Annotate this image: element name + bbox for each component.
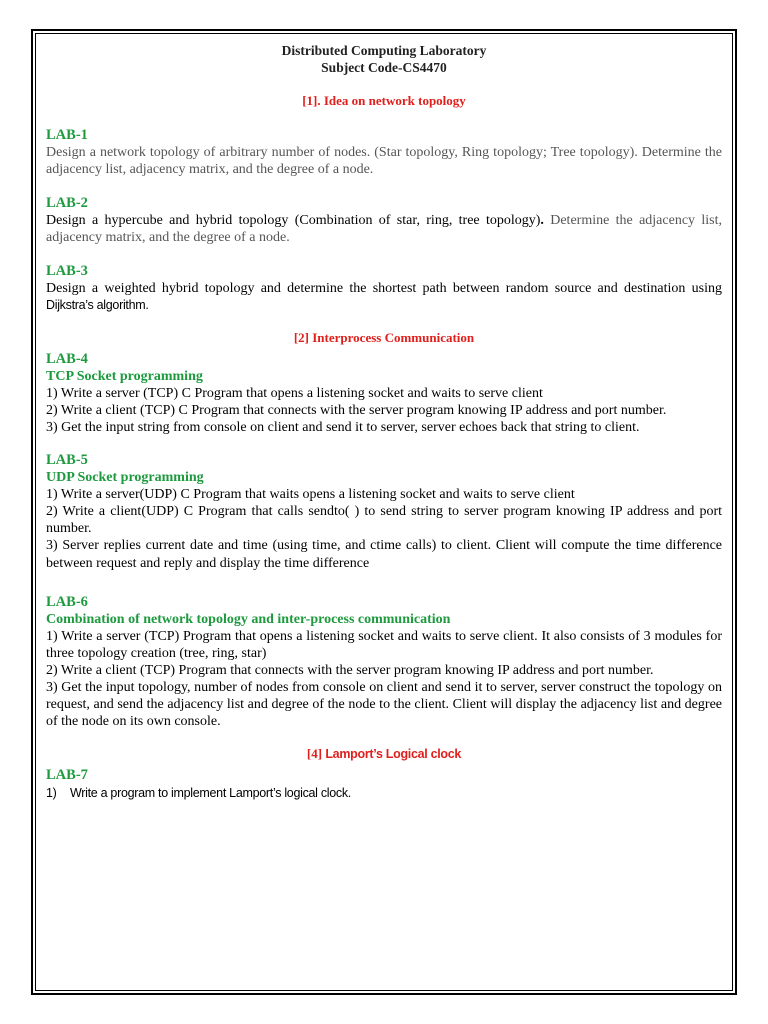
lab-7-item-number: 1) — [46, 786, 57, 800]
subject-code: Subject Code-CS4470 — [321, 60, 447, 75]
lab-5-item-3: 3) Server replies current date and time (using time, and ctime calls) to client. Client will compute the time difference between request and reply and display the time difference — [46, 538, 722, 571]
lab-2-text-dot: . — [540, 213, 544, 228]
lab-4-item-2: 2) Write a client (TCP) C Program that connects with the server program knowing IP address and port number. — [46, 403, 667, 418]
lab-4-item-3: 3) Get the input string from console on client and send it to server, server echoes back that string to client. — [46, 420, 640, 435]
lab-2-heading: LAB-2 — [46, 195, 88, 211]
lab-2-text-main: Design a hypercube and hybrid topology (Combination of star, ring, tree topology) — [46, 213, 541, 228]
section-heading-1: [1]. Idea on network topology — [302, 93, 466, 108]
lab-3-heading: LAB-3 — [46, 263, 88, 279]
section-heading-4 — [46, 745, 722, 763]
lab-1-heading: LAB-1 — [46, 127, 88, 143]
lab-6-subtitle: Combination of network topology and inter-process communication — [46, 612, 451, 627]
section-4-title: Lamport’s Logical clock — [325, 747, 462, 761]
lab-1-description: Design a network topology of arbitrary number of nodes. (Star topology, Ring topology; Tree topology). Determine the adjacency list, adjacency matrix, and the degree of a node. — [46, 145, 722, 177]
lab-7-item-1 — [46, 786, 722, 800]
lab-2-description — [46, 212, 722, 246]
lab-5-item-1: 1) Write a server(UDP) C Program that waits opens a listening socket and waits to serve client — [46, 487, 575, 502]
lab-5-heading: LAB-5 — [46, 452, 88, 468]
lab-6-heading: LAB-6 — [46, 594, 88, 610]
lab-6-item-1: 1) Write a server (TCP) Program that opens a listening socket and waits to serve client. It also consists of 3 modules for three topology creation (tree, ring, star) — [46, 629, 722, 661]
lab-2-text-rest: Determine the adjacency list, adjacency matrix, and the degree of a node. — [46, 213, 722, 245]
lab-5-item-2: 2) Write a client(UDP) C Program that calls sendto( ) to send string to server program knowing IP address and port number. — [46, 504, 722, 536]
lab-3-text-tail: Dijkstra’s algorithm. — [46, 298, 149, 312]
lab-6-item-3: 3) Get the input topology, number of nodes from console on client and send it to server, server construct the topology on request, and send the adjacency list and degree of the node to the client. Client will display the adjacency list and degree of the node on its own console. — [46, 680, 722, 729]
lab-3-text-main: Design a weighted hybrid topology and determine the shortest path between random source and destination using — [46, 281, 722, 296]
lab-4-heading: LAB-4 — [46, 351, 88, 367]
lab-6-item-2: 2) Write a client (TCP) Program that connects with the server program knowing IP address and port number. — [46, 663, 654, 678]
lab-7-heading: LAB-7 — [46, 767, 88, 783]
lab-5-subtitle: UDP Socket programming — [46, 470, 204, 485]
document-title: Distributed Computing Laboratory — [281, 43, 487, 58]
document-body — [46, 42, 722, 800]
lab-7-item-text: Write a program to implement Lamport’s logical clock. — [70, 786, 351, 800]
lab-4-item-1: 1) Write a server (TCP) C Program that opens a listening socket and waits to serve client — [46, 386, 543, 401]
lab-4-subtitle: TCP Socket programming — [46, 369, 203, 384]
section-4-prefix: [4] — [306, 746, 326, 761]
section-heading-2: [2] Interprocess Communication — [293, 330, 475, 345]
lab-3-description — [46, 280, 722, 314]
